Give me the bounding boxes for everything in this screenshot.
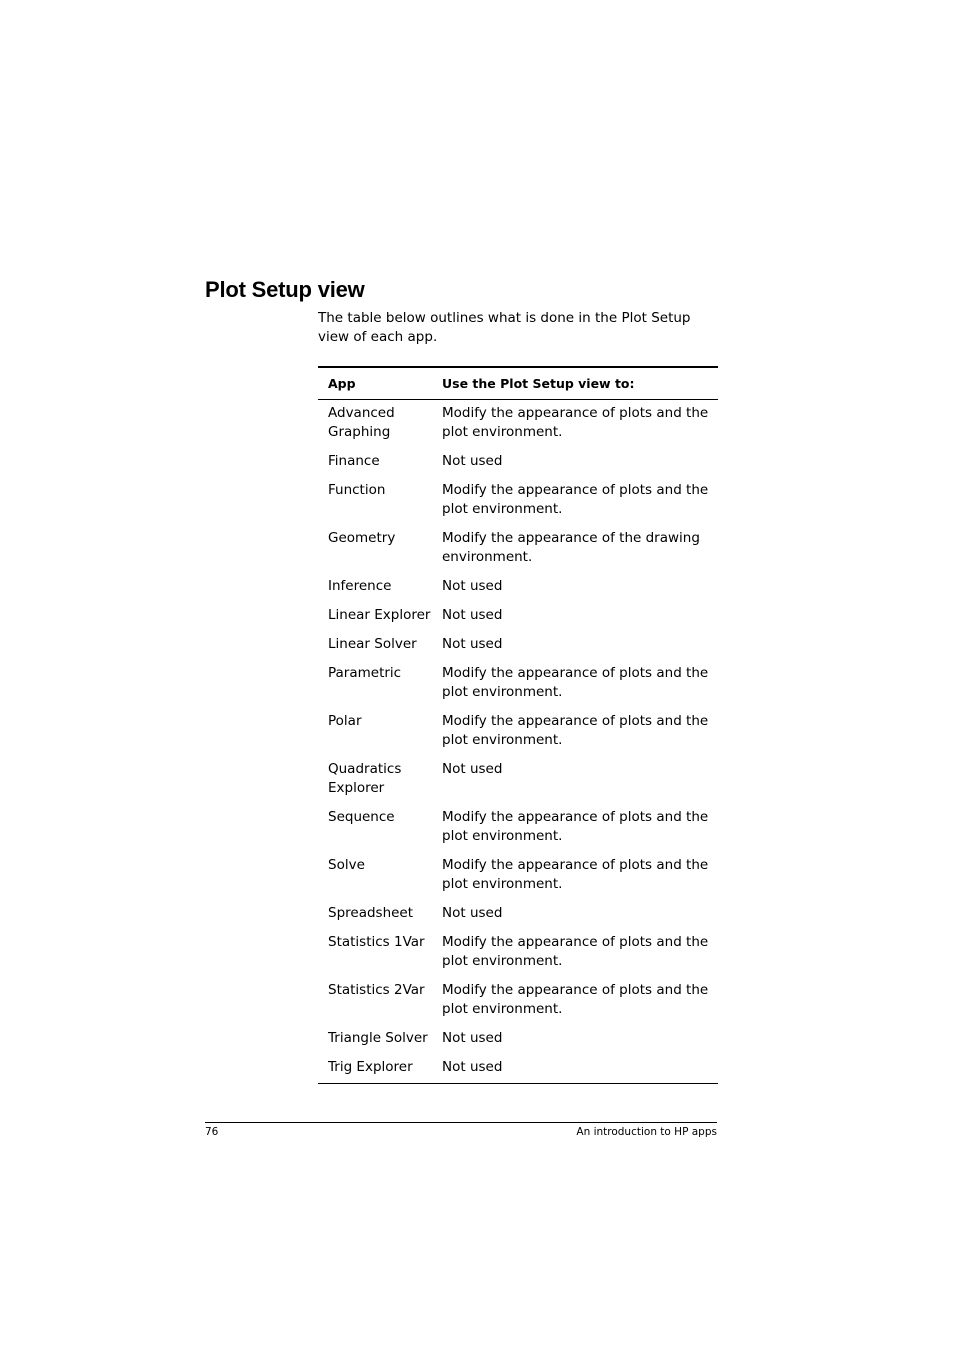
table-row <box>318 606 718 635</box>
plot-setup-use-cell: Modify the appearance of plots and the plot environment. <box>442 982 709 1017</box>
app-name-cell: Triangle Solver <box>328 1030 428 1046</box>
app-name-cell: Statistics 2Var <box>328 982 425 998</box>
plot-setup-use-cell: Not used <box>442 578 503 594</box>
table-row <box>318 452 718 481</box>
app-name-cell: Parametric <box>328 665 402 681</box>
table-row <box>318 529 718 577</box>
table-row <box>318 400 718 453</box>
plot-setup-use-cell: Modify the appearance of the drawing environment. <box>442 530 700 565</box>
table-body <box>318 400 718 1078</box>
table-header-row <box>318 367 718 400</box>
table-row <box>318 904 718 933</box>
app-name-cell: Advanced Graphing <box>328 405 395 440</box>
page-footer <box>205 1122 717 1139</box>
plot-setup-use-cell: Not used <box>442 453 503 469</box>
app-name-cell: Finance <box>328 453 380 469</box>
table-row <box>318 933 718 981</box>
plot-setup-use-cell: Not used <box>442 1059 503 1075</box>
table-row <box>318 481 718 529</box>
plot-setup-use-cell: Modify the appearance of plots and the plot environment. <box>442 405 709 440</box>
app-name-cell: Polar <box>328 713 362 729</box>
plot-setup-use-cell: Not used <box>442 905 503 921</box>
table-row <box>318 760 718 808</box>
page-number: 76 <box>205 1126 219 1138</box>
plot-setup-use-cell: Not used <box>442 1030 503 1046</box>
plot-setup-use-cell: Not used <box>442 761 503 777</box>
plot-setup-table <box>318 366 718 1077</box>
app-name-cell: Linear Explorer <box>328 607 431 623</box>
table-bottom-rule <box>318 1083 718 1084</box>
plot-setup-use-cell: Not used <box>442 636 503 652</box>
plot-setup-use-cell: Modify the appearance of plots and the plot environment. <box>442 809 709 844</box>
table-row <box>318 712 718 760</box>
app-name-cell: Sequence <box>328 809 395 825</box>
app-name-cell: Linear Solver <box>328 636 417 652</box>
column-header-use: Use the Plot Setup view to: <box>442 376 635 391</box>
page-title: Plot Setup view <box>205 277 365 302</box>
app-name-cell: Spreadsheet <box>328 905 414 921</box>
column-header-app: App <box>328 376 356 391</box>
app-name-cell: Statistics 1Var <box>328 934 425 950</box>
intro-paragraph: The table below outlines what is done in the Plot Setup view of each app. <box>318 310 691 345</box>
table-row <box>318 856 718 904</box>
plot-setup-use-cell: Modify the appearance of plots and the plot environment. <box>442 482 709 517</box>
table-row <box>318 808 718 856</box>
plot-setup-use-cell: Modify the appearance of plots and the plot environment. <box>442 713 709 748</box>
table-row <box>318 577 718 606</box>
table-row <box>318 1029 718 1058</box>
table-row <box>318 635 718 664</box>
plot-setup-use-cell: Modify the appearance of plots and the plot environment. <box>442 934 709 969</box>
app-name-cell: Geometry <box>328 530 396 546</box>
table-row <box>318 1058 718 1077</box>
app-name-cell: Inference <box>328 578 392 594</box>
plot-setup-use-cell: Modify the appearance of plots and the plot environment. <box>442 857 709 892</box>
app-name-cell: Function <box>328 482 386 498</box>
app-name-cell: Quadratics Explorer <box>328 761 402 796</box>
table-row <box>318 664 718 712</box>
running-title: An introduction to HP apps <box>576 1126 717 1138</box>
app-name-cell: Trig Explorer <box>328 1059 413 1075</box>
plot-setup-table-container <box>318 366 718 1084</box>
app-name-cell: Solve <box>328 857 365 873</box>
plot-setup-use-cell: Modify the appearance of plots and the plot environment. <box>442 665 709 700</box>
plot-setup-use-cell: Not used <box>442 607 503 623</box>
table-row <box>318 981 718 1029</box>
